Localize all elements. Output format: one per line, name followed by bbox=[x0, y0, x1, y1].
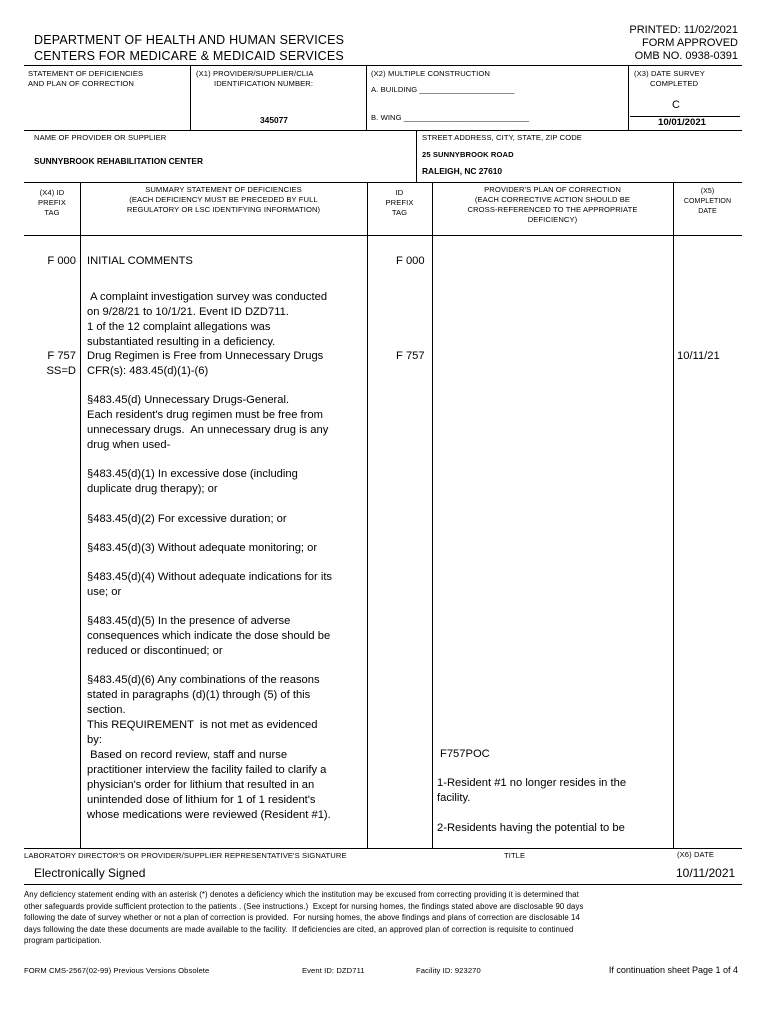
divider bbox=[24, 182, 742, 183]
statement-label: AND PLAN OF CORRECTION bbox=[28, 79, 134, 88]
form-approved: FORM APPROVED bbox=[642, 37, 738, 49]
column-divider bbox=[367, 182, 368, 848]
summary-header-line: SUMMARY STATEMENT OF DEFICIENCIES bbox=[145, 185, 302, 194]
x3-label: (X3) DATE SURVEY bbox=[634, 69, 705, 78]
x5-header-line: DATE bbox=[698, 208, 717, 215]
x1-label: (X1) PROVIDER/SUPPLIER/CLIA bbox=[196, 69, 314, 78]
omb-number: OMB NO. 0938-0391 bbox=[634, 50, 738, 62]
x5-header-line: (X5) bbox=[700, 188, 715, 195]
id-header bbox=[367, 188, 432, 218]
x4-header-line: PREFIX bbox=[37, 198, 67, 207]
tag-f757: F 757 bbox=[47, 350, 76, 362]
severity-scope: SS=D bbox=[46, 365, 76, 377]
page-number: If continuation sheet Page 1 of 4 bbox=[608, 965, 738, 975]
signature-label: LABORATORY DIRECTOR'S OR PROVIDER/SUPPLIER REPRESENTATIVE'S SIGNATURE bbox=[24, 851, 347, 860]
complaint-text: A complaint investigation survey was conducted on 9/28/21 to 10/1/21. Event ID DZD711. 1 of the 12 complaint allegations was substantiated resulting in a deficiency. bbox=[87, 291, 328, 348]
findings-text: §483.45(d)(6) Any combinations of the reasons stated in paragraphs (d)(1) through (5) of this section. This REQUIREMENT is not met as evidenced by: Based on record review, staff and nurse practitioner interview the facility failed to clarify a physician's order for lithium that resulted in an unintended dose of lithium for 1 of 1 resident's whose medications were reviewed (Resident #1). bbox=[87, 674, 331, 821]
x4-header-line: (X4) ID bbox=[39, 188, 65, 197]
address-line2: RALEIGH, NC 27610 bbox=[422, 166, 503, 176]
provider-name: SUNNYBROOK REHABILITATION CENTER bbox=[34, 156, 204, 166]
poc-item: 2-Residents having the potential to be bbox=[437, 822, 625, 834]
poc-item: 1-Resident #1 no longer resides in the facility. bbox=[437, 777, 627, 804]
regulation-text: §483.45(d)(4) Without adequate indications for its use; or bbox=[87, 571, 333, 598]
box-top-border bbox=[24, 65, 742, 66]
provider-name-label: NAME OF PROVIDER OR SUPPLIER bbox=[34, 133, 167, 142]
title-label: TITLE bbox=[504, 851, 526, 860]
id-f757: F 757 bbox=[396, 350, 425, 362]
regulation-text: §483.45(d)(1) In excessive dose (including duplicate drug therapy); or bbox=[87, 468, 298, 495]
x1-label: IDENTIFICATION NUMBER: bbox=[214, 79, 314, 88]
x2-wing: B. WING _____________________________ bbox=[371, 113, 530, 122]
agency-name-line1: DEPARTMENT OF HEALTH AND HUMAN SERVICES bbox=[34, 33, 345, 47]
x4-header-line: TAG bbox=[44, 208, 60, 217]
divider bbox=[24, 848, 742, 849]
divider bbox=[24, 130, 742, 131]
id-header-line: PREFIX bbox=[385, 198, 414, 207]
signature-value: Electronically Signed bbox=[34, 866, 146, 880]
regulation-text: §483.45(d)(2) For excessive duration; or bbox=[87, 513, 287, 525]
event-id: Event ID: DZD711 bbox=[302, 966, 365, 975]
regulation-text: §483.45(d)(5) In the presence of adverse consequences which indicate the dose should be reduced or discontinued; or bbox=[87, 615, 331, 657]
address-line1: 25 SUNNYBROOK ROAD bbox=[422, 150, 514, 159]
plan-header-line: CROSS-REFERENCED TO THE APPROPRIATE bbox=[467, 205, 638, 214]
x2-building: A. BUILDING ______________________ bbox=[371, 85, 515, 94]
poc-title: F757POC bbox=[440, 748, 490, 760]
divider bbox=[628, 65, 629, 130]
signature-date: 10/11/2021 bbox=[676, 866, 736, 880]
id-f000: F 000 bbox=[396, 255, 425, 267]
f757-title: Drug Regimen is Free from Unnecessary Drugs CFR(s): 483.45(d)(1)-(6) bbox=[87, 350, 324, 377]
x5-header bbox=[673, 187, 742, 217]
completion-date: 10/11/21 bbox=[677, 350, 720, 362]
x3-label: COMPLETED bbox=[650, 79, 699, 88]
column-divider bbox=[80, 182, 81, 848]
initial-comments-heading: INITIAL COMMENTS bbox=[87, 255, 193, 267]
id-header-line: TAG bbox=[391, 208, 408, 217]
column-divider bbox=[673, 182, 674, 848]
divider bbox=[416, 130, 417, 182]
divider bbox=[366, 65, 367, 130]
divider bbox=[24, 235, 742, 236]
facility-id: Facility ID: 923270 bbox=[416, 966, 481, 975]
statement-label: STATEMENT OF DEFICIENCIES bbox=[28, 69, 144, 78]
tag-f000: F 000 bbox=[47, 255, 76, 267]
provider-number: 345077 bbox=[260, 115, 288, 125]
plan-header-line: (EACH CORRECTIVE ACTION SHOULD BE bbox=[474, 195, 631, 204]
address-label: STREET ADDRESS, CITY, STATE, ZIP CODE bbox=[422, 133, 582, 142]
plan-header bbox=[432, 185, 673, 225]
regulation-text: §483.45(d) Unnecessary Drugs-General. Each resident's drug regimen must be free from unnecessary drugs. An unnecessary drug is any drug when used- bbox=[87, 394, 329, 451]
x4-header bbox=[24, 188, 80, 218]
form-number: FORM CMS-2567(02-99) Previous Versions Obsolete bbox=[24, 966, 210, 975]
plan-header-line: PROVIDER'S PLAN OF CORRECTION bbox=[484, 185, 621, 194]
printed-date: PRINTED: 11/02/2021 bbox=[629, 24, 738, 36]
x2-label: (X2) MULTIPLE CONSTRUCTION bbox=[371, 69, 490, 78]
agency-name-line2: CENTERS FOR MEDICARE & MEDICAID SERVICES bbox=[34, 49, 344, 63]
divider bbox=[24, 884, 742, 885]
survey-code: C bbox=[672, 99, 680, 111]
column-divider bbox=[432, 182, 433, 848]
id-header-line: ID bbox=[395, 188, 404, 197]
survey-date: 10/01/2021 bbox=[658, 117, 707, 128]
summary-header bbox=[80, 185, 367, 215]
regulation-text: §483.45(d)(3) Without adequate monitoring; or bbox=[87, 542, 318, 554]
summary-header-line: REGULATORY OR LSC IDENTIFYING INFORMATION) bbox=[126, 205, 321, 214]
divider bbox=[190, 65, 191, 130]
disclaimer-text: Any deficiency statement ending with an asterisk (*) denotes a deficiency which the institution may be excused from correcting providing it is determined that other safeguards provide sufficient protection to the patients . (See instructions.) Except for nursing homes, the findings stated above are disclosable 90 days following the date of survey whether or not a plan of correction is provided. For nursing homes, the above findings and plans of correction are disclosable 14 days following the date these documents are made available to the facility. If deficiencies are cited, an approved plan of correction is requisite to continued program participation. bbox=[24, 890, 584, 946]
x5-header-line: COMPLETION bbox=[683, 198, 732, 205]
plan-header-line: DEFICIENCY) bbox=[527, 215, 578, 224]
summary-header-line: (EACH DEFICIENCY MUST BE PRECEDED BY FULL bbox=[129, 195, 318, 204]
date-label: (X6) DATE bbox=[677, 850, 715, 859]
